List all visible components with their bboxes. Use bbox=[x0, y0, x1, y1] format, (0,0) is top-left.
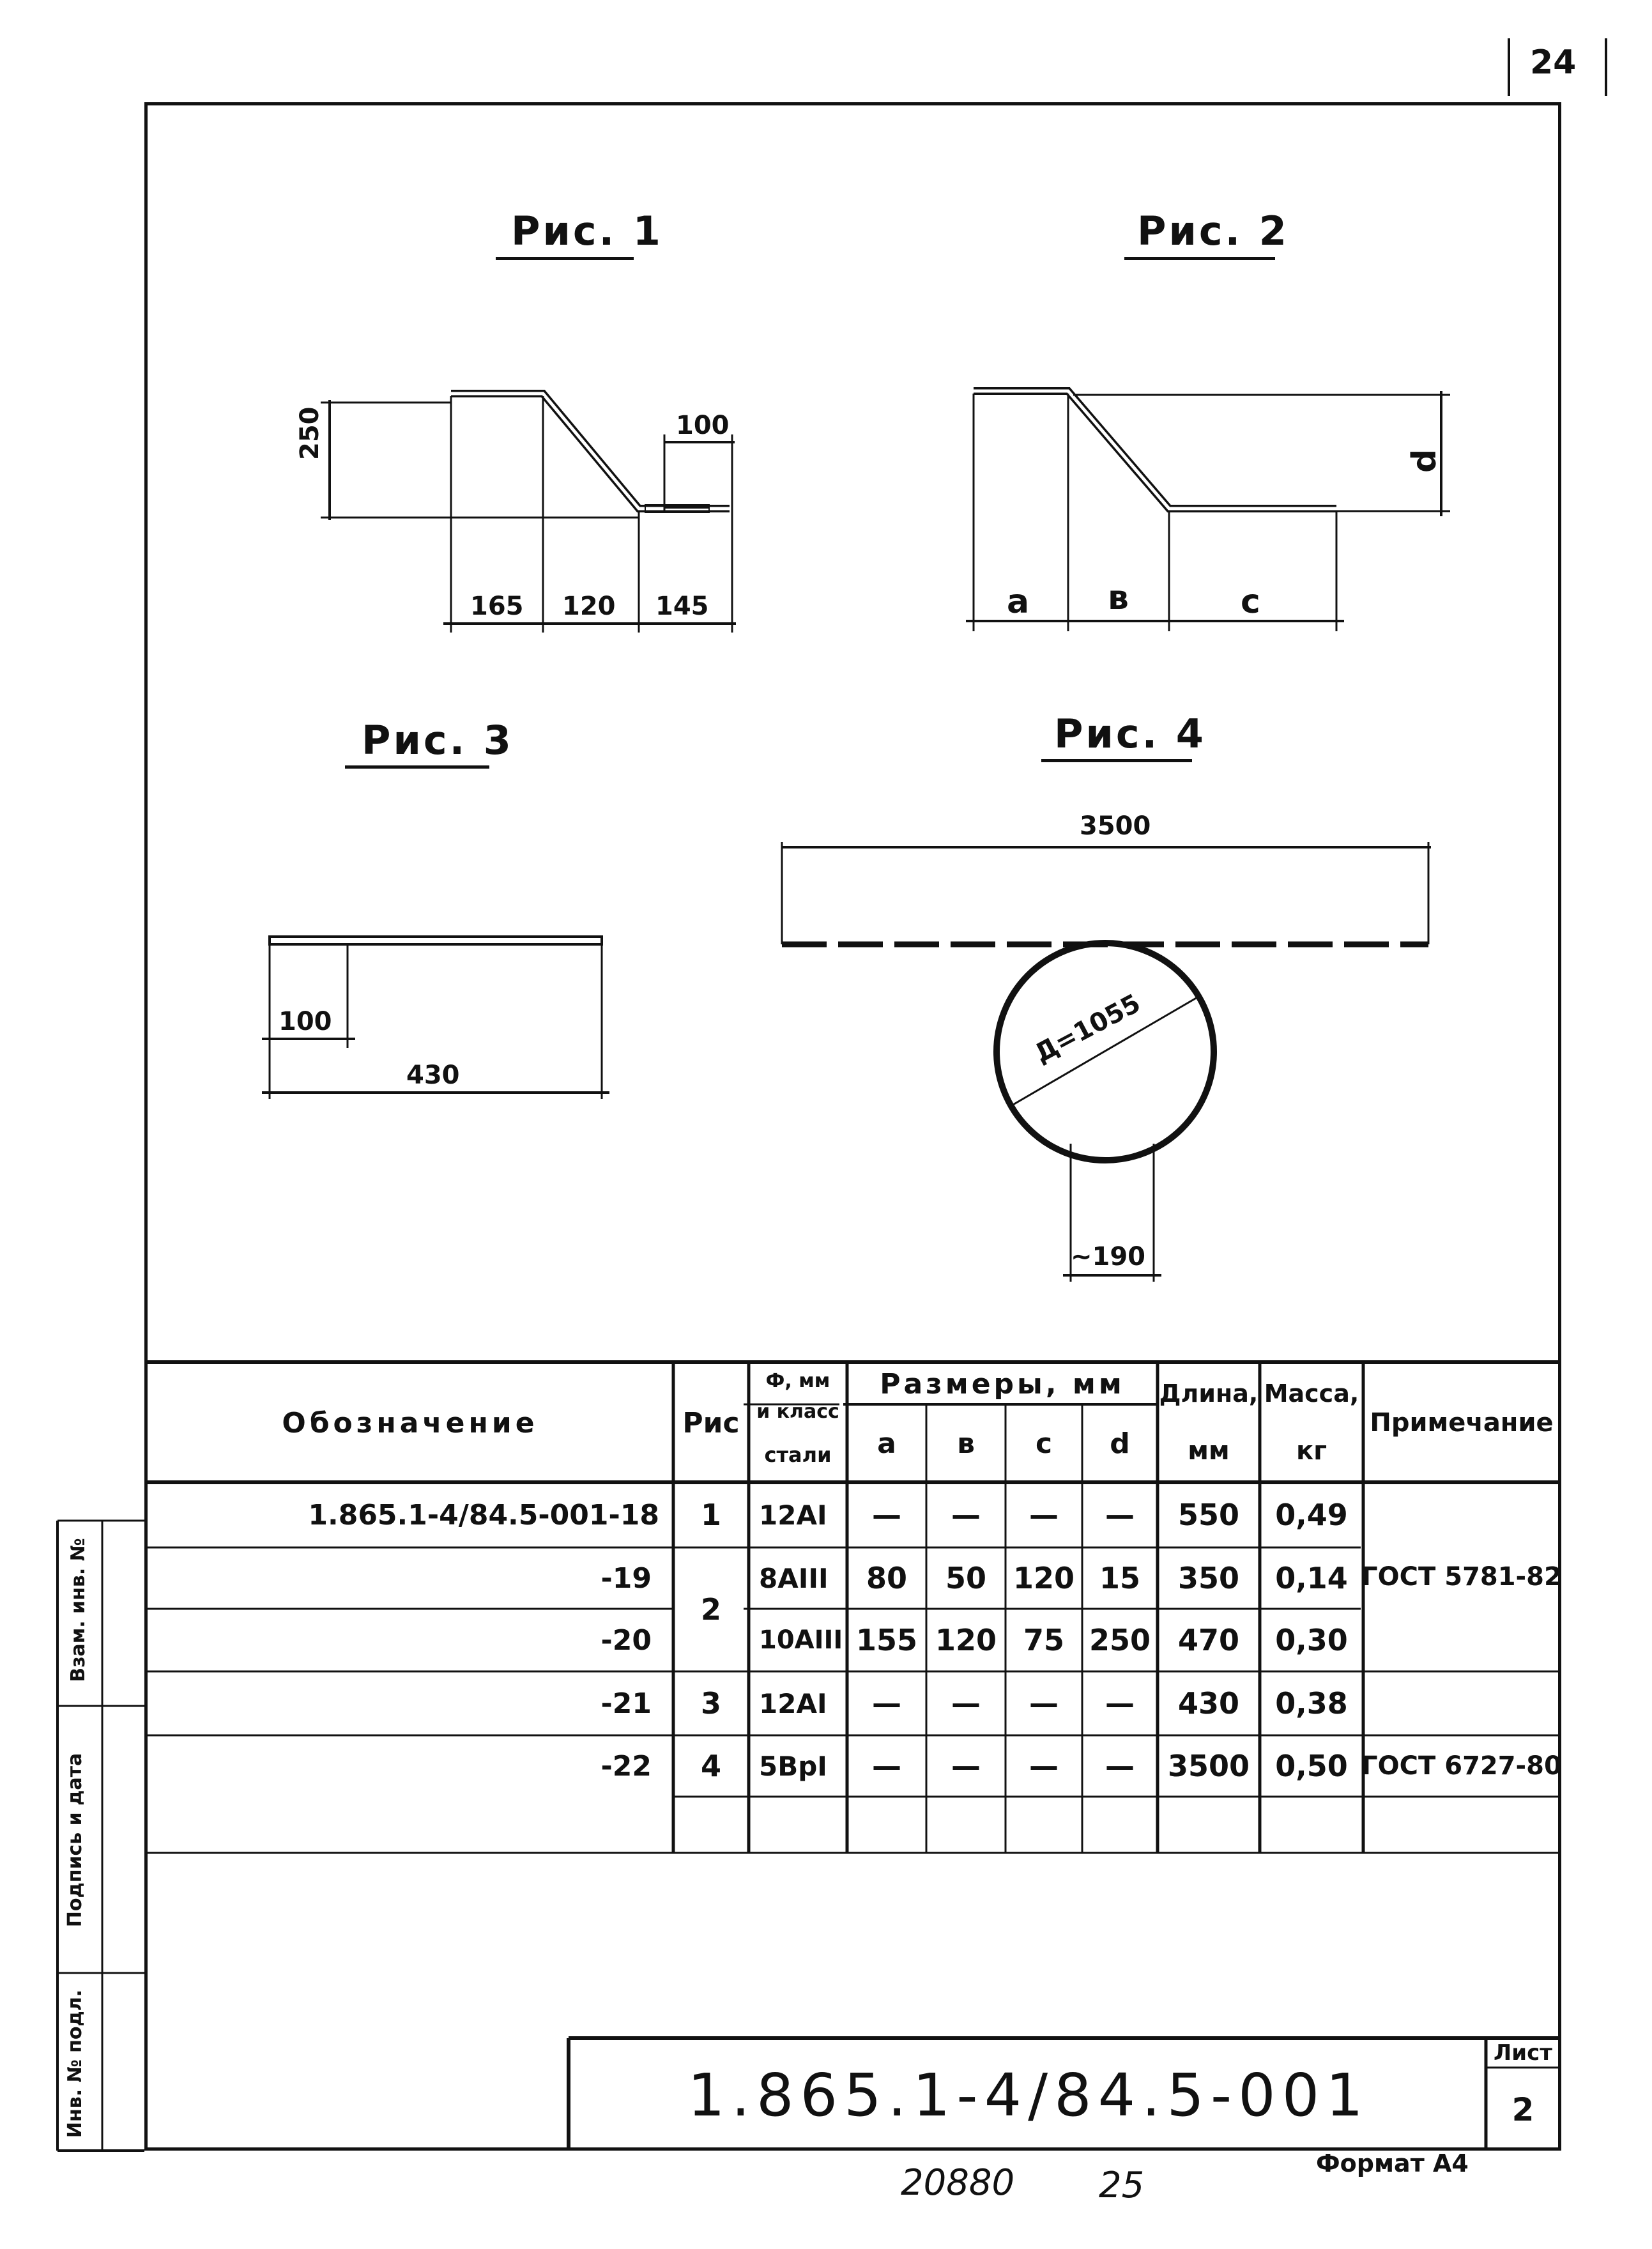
side-label-podpis: Подпись и дата bbox=[64, 1753, 86, 1928]
format-label: Формат А4 bbox=[1316, 2149, 1469, 2177]
r3-length: 470 bbox=[1177, 1623, 1240, 1657]
th-length-2: мм bbox=[1188, 1436, 1230, 1466]
r3-mass: 0,30 bbox=[1275, 1623, 1348, 1657]
th-diam-3: стали bbox=[764, 1443, 832, 1467]
th-fig: Рис bbox=[682, 1406, 740, 1439]
r3-b: 120 bbox=[935, 1623, 997, 1657]
th-length-1: Длина, bbox=[1159, 1379, 1258, 1408]
r2-c: 120 bbox=[1013, 1561, 1075, 1595]
r3-d: 250 bbox=[1089, 1623, 1151, 1657]
r2-length: 350 bbox=[1177, 1561, 1240, 1595]
fig1-dim-120: 120 bbox=[562, 592, 616, 621]
r5-steel: 5BpI bbox=[759, 1750, 827, 1782]
r4-d: — bbox=[1105, 1686, 1135, 1721]
th-dims: Размеры, мм bbox=[880, 1367, 1125, 1401]
r5-d: — bbox=[1105, 1749, 1135, 1783]
r1-fig: 1 bbox=[700, 1498, 721, 1532]
r3-a: 155 bbox=[855, 1623, 918, 1657]
r3-c: 75 bbox=[1023, 1623, 1064, 1657]
r1-b: — bbox=[951, 1498, 981, 1532]
r5-c: — bbox=[1029, 1749, 1059, 1783]
page-number: 24 bbox=[1530, 43, 1577, 82]
sheet-number: 2 bbox=[1511, 2091, 1534, 2128]
doc-number: 1.865.1-4/84.5-001 bbox=[687, 2061, 1370, 2130]
r1-a: — bbox=[872, 1498, 901, 1532]
th-dim-c: c bbox=[1035, 1427, 1053, 1460]
side-label-inv: Инв. № подл. bbox=[64, 1989, 86, 2138]
r1-length: 550 bbox=[1177, 1498, 1240, 1532]
sheet-label: Лист bbox=[1494, 2040, 1552, 2066]
fig3-dim-430: 430 bbox=[406, 1061, 460, 1090]
fig1-dim-100: 100 bbox=[676, 411, 730, 440]
r2-mass: 0,14 bbox=[1275, 1561, 1348, 1595]
th-dim-d: d bbox=[1110, 1427, 1130, 1460]
handwritten-number-2: 25 bbox=[1099, 2165, 1145, 2206]
r4-b: — bbox=[951, 1686, 981, 1721]
r2-steel: 8AIII bbox=[759, 1562, 829, 1594]
side-label-vzam: Взам. инв. № bbox=[67, 1538, 89, 1682]
fig2-dim-b: в bbox=[1108, 579, 1129, 617]
r5-length: 3500 bbox=[1167, 1749, 1250, 1783]
fig1-dim-250: 250 bbox=[295, 406, 325, 460]
r4-a: — bbox=[872, 1686, 901, 1721]
r2-b: 50 bbox=[945, 1561, 986, 1595]
r5-b: — bbox=[951, 1749, 981, 1783]
th-mass-2: кг bbox=[1296, 1436, 1327, 1466]
th-mass-1: Масса, bbox=[1264, 1379, 1359, 1408]
fig2-title: Рис. 2 bbox=[1137, 208, 1289, 254]
r5-a: — bbox=[872, 1749, 901, 1783]
fig1-title: Рис. 1 bbox=[511, 208, 663, 254]
th-diam-1: Ф, мм bbox=[765, 1369, 830, 1392]
th-designation: Обозначение bbox=[282, 1406, 539, 1439]
fig3-dim-100: 100 bbox=[279, 1007, 332, 1036]
fig2-dim-a: a bbox=[1007, 583, 1030, 621]
r3-designation: -20 bbox=[600, 1623, 652, 1657]
fig4-title: Рис. 4 bbox=[1054, 710, 1206, 757]
th-dim-a: a bbox=[877, 1427, 896, 1460]
fig1-dim-165: 165 bbox=[470, 592, 524, 621]
handwritten-number-1: 20880 bbox=[901, 2162, 1015, 2204]
r4-mass: 0,38 bbox=[1275, 1686, 1348, 1721]
note-gost-6727: ГОСТ 6727-80 bbox=[1361, 1751, 1562, 1781]
r1-c: — bbox=[1029, 1498, 1059, 1532]
r2-a: 80 bbox=[866, 1561, 907, 1595]
r1-mass: 0,49 bbox=[1275, 1498, 1348, 1532]
th-dim-b: в bbox=[957, 1427, 975, 1460]
r5-mass: 0,50 bbox=[1275, 1749, 1348, 1783]
r4-length: 430 bbox=[1177, 1686, 1240, 1721]
r2-designation: -19 bbox=[600, 1562, 652, 1595]
r3-steel: 10AIII bbox=[759, 1625, 843, 1655]
fig1-dim-145: 145 bbox=[655, 592, 709, 621]
fig2-dim-d: d bbox=[1405, 449, 1444, 473]
r23-fig-merged: 2 bbox=[700, 1592, 721, 1627]
fig4-dim-diameter: Д=1055 bbox=[1030, 988, 1145, 1069]
r4-steel: 12AI bbox=[759, 1687, 827, 1719]
r5-designation: -22 bbox=[600, 1749, 652, 1783]
fig3-title: Рис. 3 bbox=[362, 717, 514, 764]
r5-fig: 4 bbox=[700, 1749, 721, 1783]
r4-designation: -21 bbox=[600, 1687, 652, 1720]
fig4-dim-3500: 3500 bbox=[1080, 811, 1151, 841]
r1-steel: 12AI bbox=[759, 1499, 827, 1531]
th-diam-2: и класс bbox=[756, 1400, 839, 1423]
r1-designation: 1.865.1-4/84.5-001-18 bbox=[308, 1498, 659, 1531]
r1-d: — bbox=[1105, 1498, 1135, 1532]
note-gost-5781: ГОСТ 5781-82 bbox=[1361, 1562, 1562, 1592]
r2-d: 15 bbox=[1099, 1561, 1140, 1595]
r4-c: — bbox=[1029, 1686, 1059, 1721]
fig2-dim-c: c bbox=[1241, 583, 1260, 621]
th-note: Примечание bbox=[1370, 1408, 1554, 1438]
r4-fig: 3 bbox=[700, 1686, 721, 1721]
fig4-dim-190: ~190 bbox=[1071, 1242, 1146, 1271]
